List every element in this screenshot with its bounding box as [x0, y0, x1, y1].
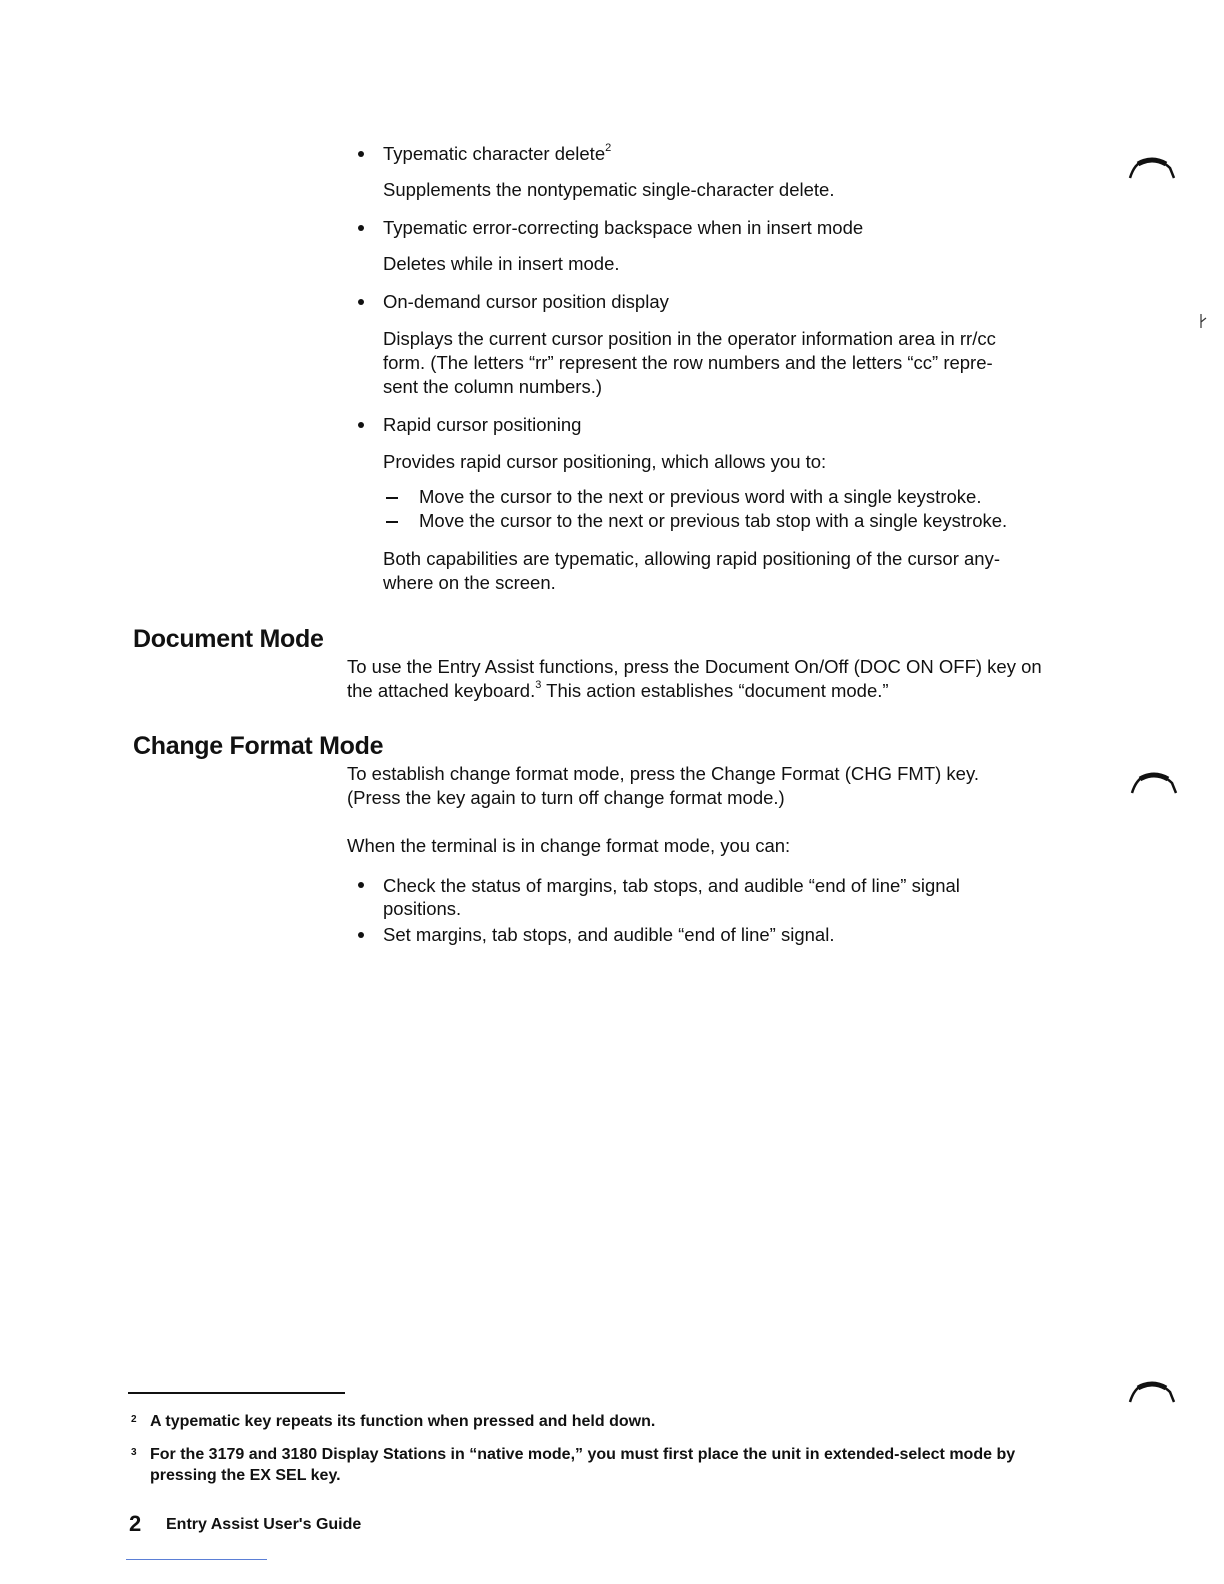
bullet-description: Deletes while in insert mode.	[383, 253, 620, 274]
footer-title: Entry Assist User's Guide	[166, 1516, 362, 1533]
bullet-marker	[358, 422, 364, 428]
bullet-marker	[358, 299, 364, 305]
change-format-intro: When the terminal is in change format mode, you can:	[347, 835, 791, 856]
page-number: 2	[129, 1511, 142, 1536]
dash-marker	[386, 521, 398, 523]
bullet-description: Supplements the nontypematic single-character delete.	[383, 179, 835, 200]
bullet-title: Rapid cursor positioning	[383, 414, 582, 435]
footnote-number: 2	[131, 1414, 137, 1425]
bullet-title: On-demand cursor position display	[383, 291, 669, 312]
section-heading-document-mode: Document Mode	[133, 625, 324, 653]
bullet-closing-text: Both capabilities are typematic, allowing rapid positioning of the cursor any- where on the screen.	[383, 548, 1000, 593]
footnote-text: For the 3179 and 3180 Display Stations in “native mode,” you must first place the unit in extended-select mode by pressing the EX SEL key.	[150, 1446, 1016, 1484]
dash-marker	[386, 497, 398, 499]
dash-item: Move the cursor to the next or previous tab stop with a single keystroke.	[419, 510, 1008, 531]
change-format-bullet: Set margins, tab stops, and audible “end of line” signal.	[383, 924, 835, 945]
bullet-marker	[358, 225, 364, 231]
binder-hole-mark-icon	[1126, 150, 1178, 184]
bottom-rule	[126, 1559, 267, 1560]
footnote-text: A typematic key repeats its function when pressed and held down.	[150, 1413, 656, 1430]
change-format-bullet: Check the status of margins, tab stops, and audible “end of line” signal positions.	[383, 875, 960, 919]
document-mode-body: To use the Entry Assist functions, press the Document On/Off (DOC ON OFF) key on the attached keyboard.$^3$ This action establishes “document mode.”	[347, 656, 1042, 701]
bullet-marker	[358, 932, 364, 938]
binder-hole-mark-icon	[1126, 1372, 1178, 1406]
change-format-body: To establish change format mode, press the Change Format (CHG FMT) key. (Press the key again to turn off change format mode.)	[347, 763, 979, 808]
footnote-number: 3	[131, 1447, 137, 1458]
bullet-title: Typematic character delete$^2$	[383, 141, 612, 164]
bullet-description: Displays the current cursor position in the operator information area in rr/cc form. (The letters “rr” represent the row numbers and the letters “cc” repre- sent the column numbers.)	[383, 328, 996, 397]
dash-item: Move the cursor to the next or previous word with a single keystroke.	[419, 486, 982, 507]
scan-speck-icon	[1198, 312, 1208, 330]
bullet-title: Typematic error-correcting backspace when in insert mode	[383, 217, 864, 238]
section-heading-change-format-mode: Change Format Mode	[133, 732, 384, 760]
binder-hole-mark-icon	[1128, 763, 1180, 797]
footnote-separator	[128, 1392, 345, 1394]
bullet-marker	[358, 882, 364, 888]
bullet-description: Provides rapid cursor positioning, which allows you to:	[383, 451, 827, 472]
bullet-marker	[358, 151, 364, 157]
